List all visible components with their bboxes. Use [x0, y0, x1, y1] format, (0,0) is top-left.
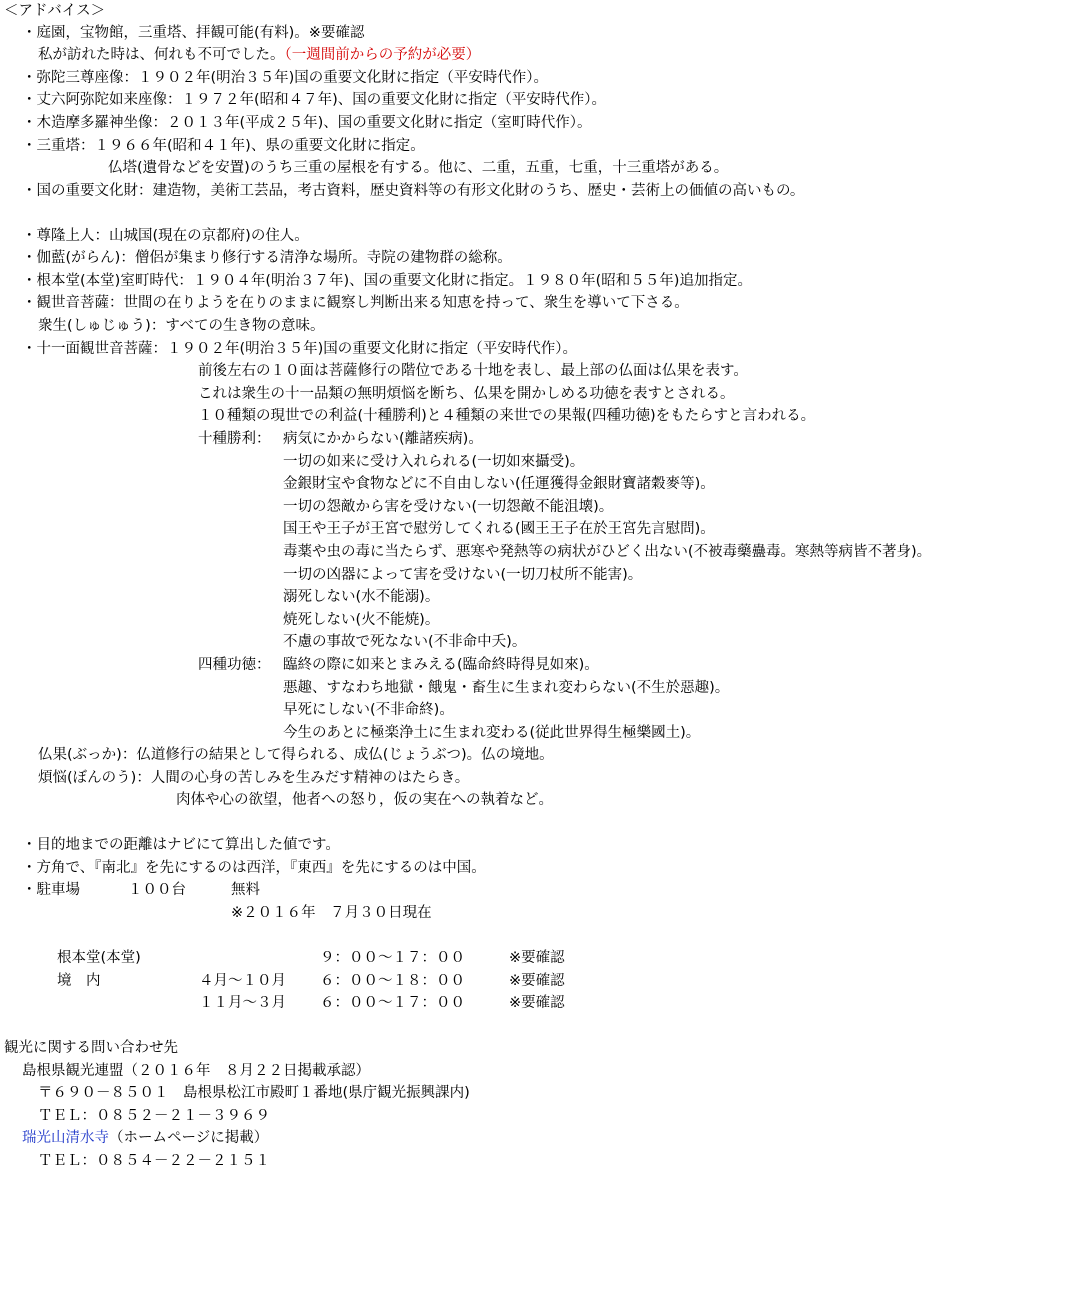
hours-period: ４月～１０月 — [199, 973, 286, 989]
hours-time: ９：００～１７：００ — [320, 950, 465, 966]
as-of-date: ※２０１６年 ７月３０日現在 — [231, 905, 432, 921]
list-item: 病気にかからない(離諸疾病)。 — [283, 431, 483, 447]
parking-label: ・駐車場 — [22, 882, 80, 898]
term-line: １０種類の現世での利益(十種勝利)と４種類の来世での果報(四種功徳)をもたらすと言われる。 — [198, 408, 816, 424]
term-line: ・根本堂(本堂)室町時代：１９０４年(明治３７年)、国の重要文化財に指定。１９８０年(昭和５５年)追加指定。 — [22, 273, 752, 289]
list-item: 溺死しない(水不能溺)。 — [283, 589, 440, 605]
hours-period: １１月～３月 — [199, 995, 286, 1011]
advice-line: ・国の重要文化財：建造物，美術工芸品，考古資料，歴史資料等の有形文化財のうち、歴史・芸術上の価値の高いもの。 — [22, 183, 805, 199]
list-item: 金銀財宝や食物などに不自由しない(任運獲得金銀財寶諸穀麥等)。 — [283, 476, 715, 492]
list-item: 一切の凶器によって害を受けない(一切刀杖所不能害)。 — [283, 567, 643, 583]
contact-tel: ＴＥＬ：０８５４－２２－２１５１ — [38, 1153, 270, 1169]
advice-line: ・庭園，宝物館，三重塔、拝観可能(有料)。※要確認 — [22, 25, 365, 41]
list-item: 毒薬や虫の毒に当たらず、悪寒や発熱等の病状がひどく出ない(不被毒藥蠱毒。寒熱等病皆不著身)。 — [283, 544, 932, 560]
term-line: 仏果(ぶっか)：仏道修行の結果として得られる、成仏(じょうぶつ)。仏の境地。 — [38, 747, 554, 763]
hours-note: ※要確認 — [509, 995, 565, 1011]
list-item: 国王や王子が王宮で慰労してくれる(國王王子在於王宮先言慰問)。 — [283, 521, 715, 537]
temple-note: （ホームページに掲載） — [109, 1130, 269, 1146]
list-item: 早死にしない(不非命終)。 — [283, 702, 454, 718]
temple-link[interactable]: 瑞光山清水寺 — [22, 1130, 109, 1146]
advice-line: ・丈六阿弥陀如来座像：１９７２年(昭和４７年)、国の重要文化財に指定（平安時代作）。 — [22, 92, 607, 108]
contact-tel: ＴＥＬ：０８５２－２１－３９６９ — [38, 1108, 270, 1124]
hours-place: 境 内 — [57, 973, 101, 989]
term-line: これは衆生の十一品類の無明煩悩を断ち、仏果を開かしめる功徳を表すとされる。 — [198, 386, 735, 402]
hours-time: ６：００～１８：００ — [320, 973, 465, 989]
list-item: 一切の怨敵から害を受けない(一切怨敵不能沮壊)。 — [283, 499, 614, 515]
reservation-warning: （一週間前からの予約が必要） — [284, 47, 481, 63]
term-line: 煩悩(ぼんのう)：人間の心身の苦しみを生みだす精神のはたらき。 — [38, 770, 470, 786]
note-line: ・方角で、『南北』を先にするのは西洋，『東西』を先にするのは中国。 — [22, 860, 486, 876]
advice-line: ・弥陀三尊座像：１９０２年(明治３５年)国の重要文化財に指定（平安時代作）。 — [22, 70, 549, 86]
contact-address: 〒６９０－８５０１ 島根県松江市殿町１番地(県庁観光振興課内) — [38, 1085, 470, 1101]
hours-place: 根本堂(本堂) — [57, 950, 141, 966]
term-line: 衆生(しゅじゅう)：すべての生き物の意味。 — [38, 318, 325, 334]
list-item: 今生のあとに極楽浄土に生まれ変わる(従此世界得生極樂國土)。 — [283, 725, 701, 741]
advice-line: ・三重塔：１９６６年(昭和４１年)、県の重要文化財に指定。 — [22, 138, 425, 154]
temple-contact — [22, 1127, 268, 1149]
term-line: 肉体や心の欲望，他者への怒り，仮の実在への執着など。 — [176, 792, 553, 808]
list-item: 臨終の際に如来とまみえる(臨命終時得見如來)。 — [283, 657, 599, 673]
term-line: ・尊隆上人：山城国(現在の京都府)の住人。 — [22, 228, 309, 244]
hours-note: ※要確認 — [509, 973, 565, 989]
list-item: 焼死しない(火不能焼)。 — [283, 612, 440, 628]
list-item: 悪趣、すなわち地獄・餓鬼・畜生に生まれ変わらない(不生於惡趣)。 — [283, 680, 730, 696]
term-line: 前後左右の１０面は菩薩修行の階位である十地を表し、最上部の仏面は仏果を表す。 — [198, 363, 748, 379]
list-item: 不慮の事故で死なない(不非命中夭)。 — [283, 634, 527, 650]
list-item: 一切の如来に受け入れられる(一切如來攝受)。 — [283, 454, 585, 470]
advice-line: 仏塔(遺骨などを安置)のうち三重の屋根を有する。他に、二重，五重，七重，十三重塔がある。 — [108, 160, 729, 176]
parking-count: １００台 — [128, 882, 186, 898]
term-line: ・伽藍(がらん)：僧侶が集まり修行する清浄な場所。寺院の建物群の総称。 — [22, 250, 512, 266]
parking-fee: 無料 — [231, 882, 260, 898]
advice-line: ・木造摩多羅神坐像：２０１３年(平成２５年)、国の重要文化財に指定（室町時代作）。 — [22, 115, 592, 131]
hours-note: ※要確認 — [509, 950, 565, 966]
note-line: ・目的地までの距離はナビにて算出した値です。 — [22, 837, 340, 853]
shishu-label: 四種功徳： — [198, 657, 271, 673]
contact-org: 島根県観光連盟（２０１６年 ８月２２日掲載承認） — [22, 1063, 370, 1079]
hours-time: ６：００～１７：００ — [320, 995, 465, 1011]
visit-note-text: 私が訪れた時は、何れも不可でした。 — [38, 47, 285, 63]
jishu-label: 十種勝利： — [198, 431, 271, 447]
advice-visit-note — [38, 44, 480, 66]
term-line: ・観世音菩薩：世間の在りようを在りのままに観察し判断出来る知恵を持って、衆生を導いて下さる。 — [22, 295, 689, 311]
contact-heading: 観光に関する問い合わせ先 — [4, 1040, 178, 1056]
term-line: ・十一面観世音菩薩：１９０２年(明治３５年)国の重要文化財に指定（平安時代作）。 — [22, 341, 578, 357]
advice-heading: ＜アドバイス＞ — [4, 3, 106, 19]
